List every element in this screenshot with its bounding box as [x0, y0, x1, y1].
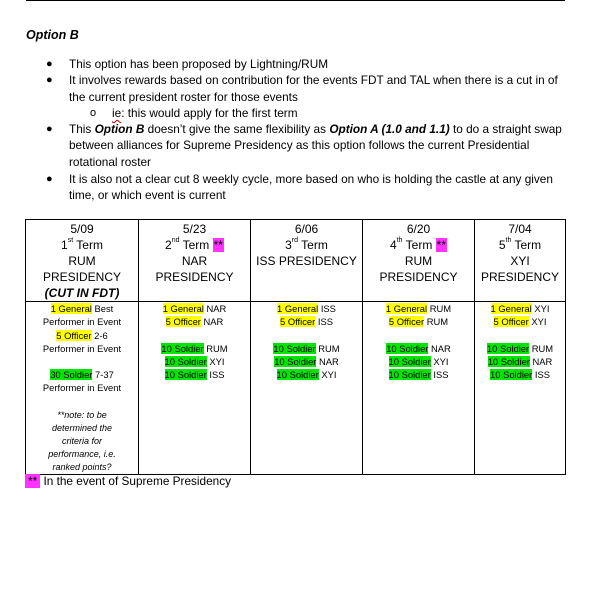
table-header-row: [26, 220, 566, 302]
rewards-cell-2: 1 General NAR 5 Officer NAR 10 Soldier RUM 10 Soldier XYI 10 Soldier ISS: [139, 302, 251, 475]
bullet-item: ● It involves rewards based on contribution for the events FDT and TAL when there is a cut in of the current president roster for those events: [46, 73, 558, 104]
option-heading: Option B: [26, 28, 79, 42]
bullet-dot-icon: ●: [46, 123, 53, 135]
supreme-marker: **: [436, 238, 446, 252]
term-header-5: 7/04 5th Term XYI PRESIDENCY: [475, 220, 566, 302]
table-row: [26, 302, 566, 475]
rewards-cell-3: 1 General ISS 5 Officer ISS 10 Soldier RUM 10 Soldier NAR 10 Soldier XYI: [251, 302, 363, 475]
bullet-dot-icon: ●: [46, 58, 53, 70]
sub-bullet: o ie: this would apply for the first term: [90, 106, 298, 120]
criteria-note: **note: to be determined the criteria for performance, i.e. ranked points?: [48, 409, 116, 472]
bullet-item: ● It is also not a clear cut 8 weekly cycle, more based on who is holding the castle at any given time, or which event is current: [46, 171, 553, 203]
term-header-3: 6/06 3rd Term ISS PRESIDENCY: [251, 220, 363, 302]
bullet-dot-icon: ●: [46, 172, 53, 185]
term-header-4: 6/20 4th Term ** RUM PRESIDENCY: [363, 220, 475, 302]
top-rule: [26, 0, 565, 1]
rewards-cell-4: 1 General RUM 5 Officer RUM 10 Soldier NAR 10 Soldier XYI 10 Soldier ISS: [363, 302, 475, 475]
bullet-dot-icon: ●: [46, 74, 53, 87]
supreme-marker: **: [213, 238, 223, 252]
bullet-item: ● This Option B doesn’t give the same flexibility as Option A (1.0 and 1.1) to do a straight swap between alliances for Supreme Presidency as this option follows the current Presidential rotational roster: [46, 122, 562, 169]
supreme-marker: **: [25, 474, 40, 488]
bullet-list: [26, 56, 566, 105]
supreme-footnote: ** In the event of Supreme Presidency: [25, 474, 231, 489]
circle-bullet-icon: o: [90, 107, 97, 119]
rewards-cell-5: 1 General XYI 5 Officer XYI 10 Soldier RUM 10 Soldier NAR 10 Soldier ISS: [475, 302, 566, 475]
bullet-list-2: [26, 121, 566, 203]
rewards-cell-1: 1 General Best Performer in Event 5 Officer 2-6 Performer in Event 30 Soldier 7-37 Performer in Event **note: to be determined the criteria for performance, i.e. ranked points?: [26, 302, 139, 475]
term-header-1: 5/09 1st Term RUM PRESIDENCY (CUT IN FDT): [26, 220, 139, 302]
presidency-table: [25, 219, 566, 475]
bullet-item: ● This option has been proposed by Lightning/RUM: [46, 57, 329, 71]
term-header-2: 5/23 2nd Term ** NAR PRESIDENCY: [139, 220, 251, 302]
